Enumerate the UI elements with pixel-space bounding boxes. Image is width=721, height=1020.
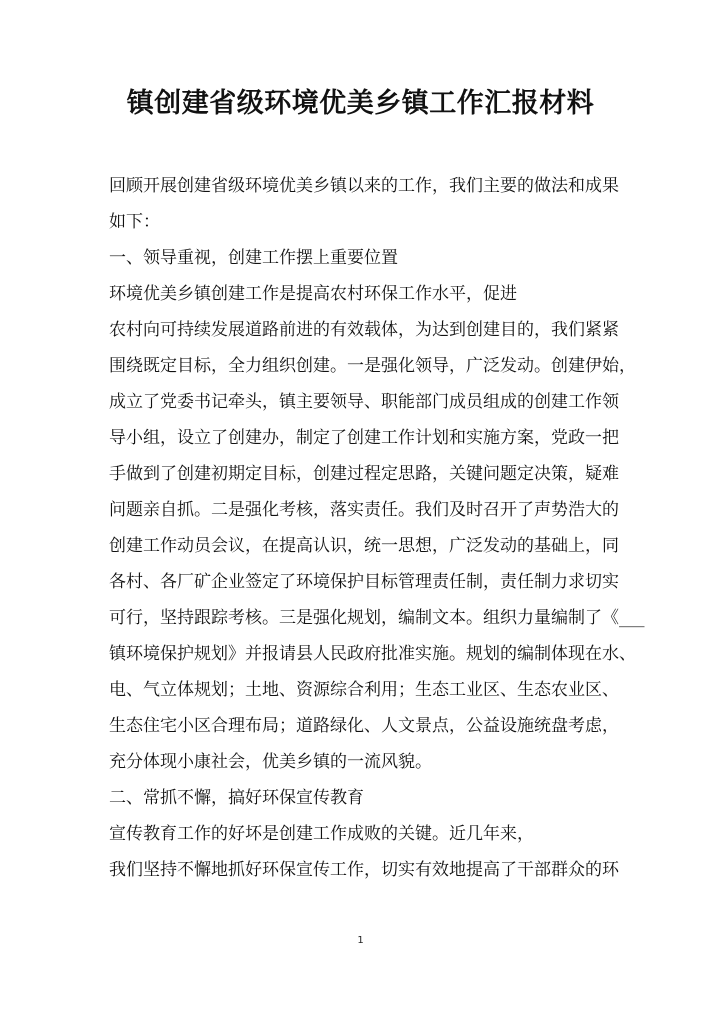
body-line: 如下：: [109, 212, 160, 232]
body-line: 充分体现小康社会，优美乡镇的一流风貌。: [109, 752, 432, 772]
body-line: 我们坚持不懈地抓好环保宣传工作，切实有效地提高了干部群众的环: [109, 860, 619, 880]
body-line: 宣传教育工作的好坏是创建工作成败的关键。近几年来，: [109, 824, 534, 844]
body-line: 生态住宅小区合理布局；道路绿化、人文景点，公益设施统盘考虑，: [109, 716, 619, 736]
body-line: 电、气立体规划；土地、资源综合利用；生态工业区、生态农业区、: [109, 680, 619, 700]
body-line: 各村、各厂矿企业签定了环境保护目标管理责任制，责任制力求切实: [109, 572, 619, 592]
body-line: 导小组，设立了创建办，制定了创建工作计划和实施方案，党政一把: [109, 428, 619, 448]
section-heading: 二、常抓不懈，搞好环保宣传教育: [109, 788, 364, 808]
body-line: 可行，坚持跟踪考核。三是强化规划，编制文本。组织力量编制了《___: [109, 608, 645, 628]
page-number: 1: [357, 935, 364, 946]
body-line: 围绕既定目标，全力组织创建。一是强化领导，广泛发动。创建伊始，: [109, 356, 636, 376]
section-heading: 一、领导重视，创建工作摆上重要位置: [109, 248, 398, 268]
body-line: 手做到了创建初期定目标，创建过程定思路，关键问题定决策，疑难: [109, 464, 619, 484]
body-line: 创建工作动员会议，在提高认识，统一思想，广泛发动的基础上，同: [109, 536, 619, 556]
document-body: [109, 168, 645, 888]
body-line: 回顾开展创建省级环境优美乡镇以来的工作，我们主要的做法和成果: [109, 176, 619, 196]
body-line: 环境优美乡镇创建工作是提高农村环保工作水平，促进: [109, 284, 517, 304]
body-line: 镇环境保护规划》并报请县人民政府批准实施。规划的编制体现在水、: [109, 644, 636, 664]
document-title: 镇创建省级环境优美乡镇工作汇报材料: [126, 88, 595, 119]
body-line: 问题亲自抓。二是强化考核，落实责任。我们及时召开了声势浩大的: [109, 500, 619, 520]
body-line: 成立了党委书记牵头，镇主要领导、职能部门成员组成的创建工作领: [109, 392, 619, 412]
body-line: 农村向可持续发展道路前进的有效载体，为达到创建目的，我们紧紧: [109, 320, 619, 340]
